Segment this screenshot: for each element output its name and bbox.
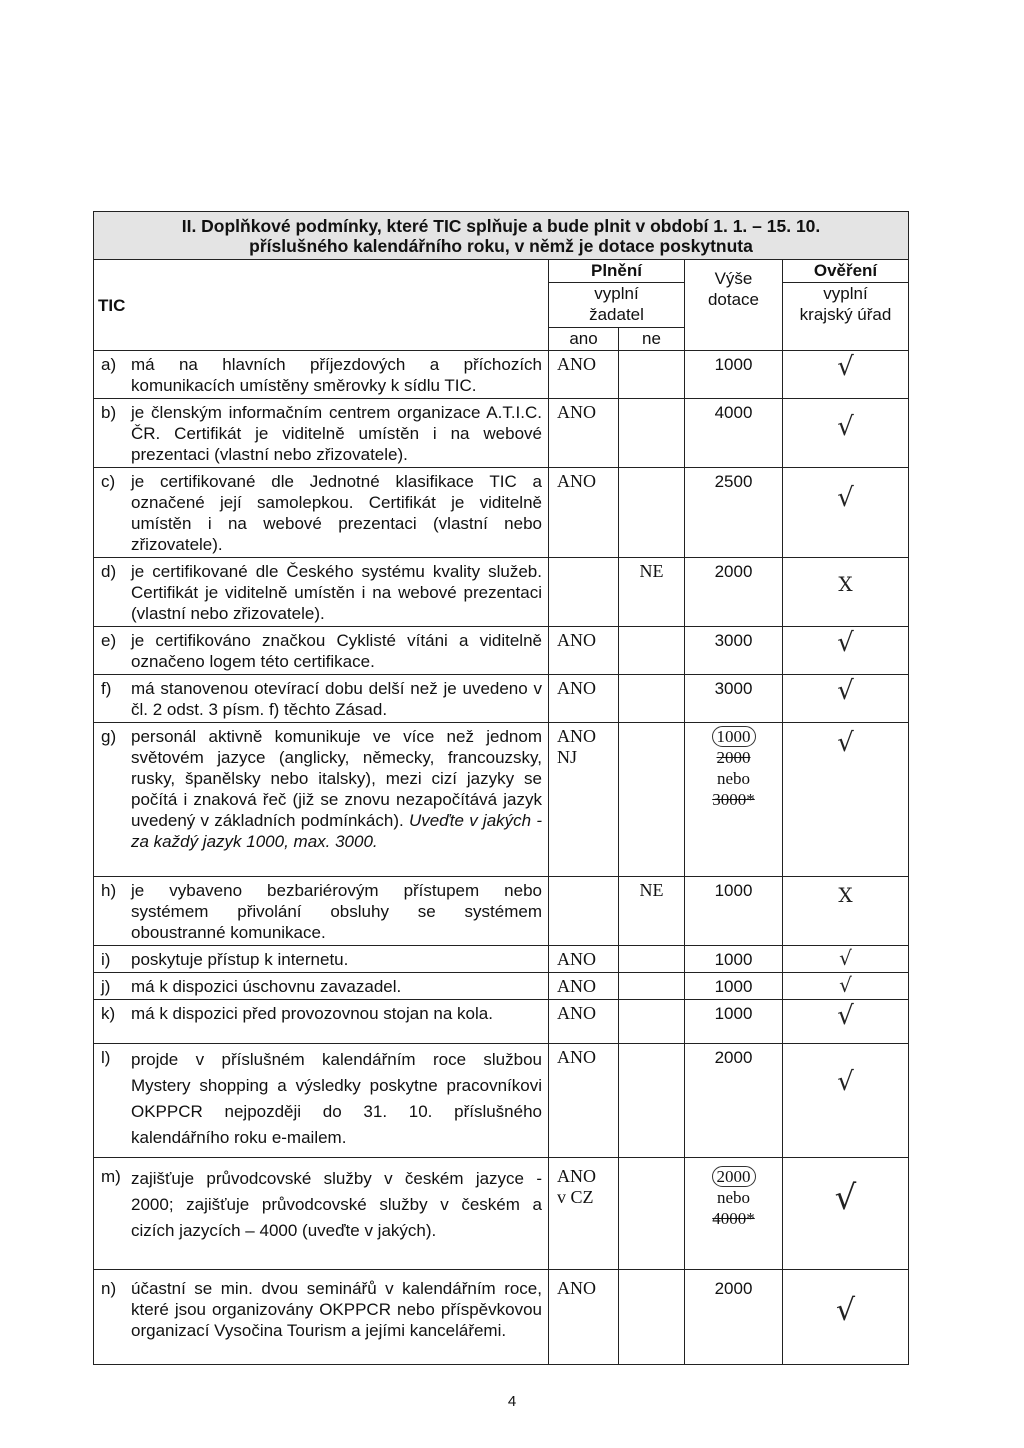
vyse-value: 2000 (685, 1270, 783, 1365)
criterion-text: účastní se min. dvou seminářů v kalendářním roce, které jsou organizovány OKPPCR nebo příspěvkovou organizací Vysočina Tourism a jejími kancelářemi. (131, 1279, 542, 1340)
criterion-text: má stanovenou otevírací dobu delší než je uvedeno v čl. 2 odst. 3 písm. f) těchto Zásad. (131, 679, 542, 719)
vyse-value: 3000 (685, 675, 783, 723)
section-title-line2: příslušného kalendářního roku, v němž je dotace poskytnuta (249, 236, 753, 256)
criterion-letter: j) (101, 977, 111, 996)
table-row (94, 675, 909, 723)
vyse-value: 1000 (685, 946, 783, 973)
cross-mark-icon: X (783, 558, 909, 627)
ano-value: ANO (549, 973, 619, 1000)
vyplni-zadatel-header (549, 283, 685, 328)
conditions-table (93, 211, 909, 1365)
vyse-value: 3000 (685, 627, 783, 675)
vyse-option-or: nebo (716, 1188, 751, 1207)
vyplni-kraj-line2: krajský úřad (799, 305, 892, 324)
table-row (94, 877, 909, 946)
criterion-letter: a) (101, 355, 117, 374)
ano-value: ANO (549, 675, 619, 723)
ne-header: ne (619, 328, 685, 351)
ano-value: ANO (549, 351, 619, 399)
criterion-text: je certifikované dle Jednotné klasifikace TIC a označené její samolepkou. Certifikát je viditelně umístěn i na webové prezentaci (vlastní nebo zřizovatele). (131, 472, 542, 554)
ano-value: ANO (549, 468, 619, 558)
ano-header: ano (549, 328, 619, 351)
check-mark-icon: √ (783, 1044, 909, 1158)
table-row (94, 399, 909, 468)
ne-value (619, 468, 685, 558)
check-mark-icon: √ (783, 351, 909, 399)
ne-value (619, 1270, 685, 1365)
vyse-option-struck-2: 3000* (712, 790, 755, 809)
vyse-value: 2000 (685, 1044, 783, 1158)
check-mark-icon: √ (783, 1270, 909, 1365)
criterion-letter: c) (101, 472, 116, 491)
section-title (94, 212, 909, 260)
ne-value: NE (619, 877, 685, 946)
criterion-cell (94, 351, 549, 399)
overeni-header: Ověření (783, 260, 909, 283)
criterion-cell (94, 627, 549, 675)
table-row (94, 468, 909, 558)
check-mark-icon: √ (783, 399, 909, 468)
ano-values (549, 1158, 619, 1270)
table-row (94, 1000, 909, 1044)
ano-value: ANO (549, 399, 619, 468)
vyplni-zadatel-line1: vyplní (594, 284, 639, 303)
check-mark-icon: √ (783, 973, 909, 1000)
page-number: 4 (507, 1393, 517, 1410)
plneni-header: Plnění (549, 260, 685, 283)
vyse-header-line2: dotace (707, 290, 760, 309)
language-value: NJ (557, 747, 578, 767)
ne-value (619, 723, 685, 877)
check-mark-icon: √ (783, 723, 909, 877)
criterion-text: zajišťuje průvodcovské služby v českém jazyce - 2000; zajišťuje průvodcovské služby v českém a cizích jazycích – 4000 (uveďte v jakých). (131, 1169, 542, 1240)
table-row (94, 723, 909, 877)
criterion-letter: n) (101, 1279, 117, 1298)
section-title-line1: II. Doplňkové podmínky, které TIC splňuje a bude plnit v období 1. 1. – 15. 10. (181, 216, 821, 236)
criterion-text: má k dispozici před provozovnou stojan na kola. (131, 1004, 493, 1023)
table-row (94, 1270, 909, 1365)
criterion-text: je certifikováno značkou Cyklisté vítáni a viditelně označeno logem této certifikace. (131, 631, 542, 671)
vyse-option-struck: 2000 (716, 748, 751, 767)
criterion-cell (94, 675, 549, 723)
criterion-letter: d) (101, 562, 117, 581)
criterion-cell (94, 973, 549, 1000)
criterion-cell (94, 399, 549, 468)
ne-value (619, 973, 685, 1000)
check-mark-icon: √ (783, 627, 909, 675)
conditions-table-wrapper (93, 211, 908, 1365)
vyse-value: 4000 (685, 399, 783, 468)
criterion-letter: f) (101, 679, 112, 698)
check-mark-icon: √ (783, 1158, 909, 1270)
ne-value (619, 351, 685, 399)
check-mark-icon: √ (783, 468, 909, 558)
ne-value (619, 399, 685, 468)
criterion-text: je vybaveno bezbariérovým přístupem nebo systémem přivolání obsluhy se systémem oboustranné komunikace. (131, 881, 542, 942)
cross-mark-icon: X (783, 877, 909, 946)
criterion-text: je členským informačním centrem organizace A.T.I.C. ČR. Certifikát je viditelně umístěn i na webové prezentaci (vlastní nebo zřizovatele). (131, 403, 542, 464)
vyse-values (685, 1158, 783, 1270)
ano-value: ANO (549, 627, 619, 675)
vyse-option-or: nebo (716, 769, 751, 788)
criterion-cell (94, 723, 549, 877)
table-row (94, 946, 909, 973)
table-row (94, 558, 909, 627)
vyse-option-struck: 4000* (712, 1209, 755, 1228)
vyse-value: 1000 (685, 1000, 783, 1044)
ne-value (619, 675, 685, 723)
ano-value: ANO (549, 1270, 619, 1365)
criterion-text: poskytuje přístup k internetu. (131, 950, 349, 969)
criterion-letter: m) (101, 1167, 121, 1186)
vyse-header (685, 260, 783, 351)
criterion-letter: i) (101, 950, 111, 969)
criterion-cell (94, 1000, 549, 1044)
vyse-value: 1000 (685, 877, 783, 946)
criterion-text: má na hlavních příjezdových a příchozích komunikacích umístěny směrovky k sídlu TIC. (131, 355, 542, 395)
criterion-text: projde v příslušném kalendářním roce službou Mystery shopping a výsledky poskytne pracovníkovi OKPPCR nejpozději do 31. 10. příslušného kalendářního roku e-mailem. (131, 1050, 542, 1147)
vyplni-zadatel-line2: žadatel (589, 305, 644, 324)
ano-value (549, 558, 619, 627)
ne-value (619, 1044, 685, 1158)
tic-header (94, 260, 549, 351)
table-row (94, 973, 909, 1000)
check-mark-icon: √ (783, 1000, 909, 1044)
check-mark-icon: √ (783, 675, 909, 723)
ano-value: ANO (549, 946, 619, 973)
criterion-cell (94, 1158, 549, 1270)
vyse-value: 2000 (685, 558, 783, 627)
criterion-letter: h) (101, 881, 117, 900)
vyse-values (685, 723, 783, 877)
vyse-option-selected: 1000 (712, 726, 756, 747)
check-mark-icon: √ (783, 946, 909, 973)
table-row (94, 351, 909, 399)
ano-value: ANO (557, 1166, 596, 1186)
ne-value (619, 946, 685, 973)
criterion-cell (94, 1044, 549, 1158)
criterion-cell (94, 468, 549, 558)
criterion-cell (94, 1270, 549, 1365)
ne-value (619, 1000, 685, 1044)
ne-value (619, 1158, 685, 1270)
criterion-letter: e) (101, 631, 117, 650)
table-row (94, 1044, 909, 1158)
language-value: v CZ (557, 1187, 594, 1207)
vyse-value: 1000 (685, 351, 783, 399)
criterion-cell (94, 558, 549, 627)
vyplni-kraj-header (783, 283, 909, 351)
criterion-letter: g) (101, 727, 117, 746)
criterion-note: Uveďte v jakých - za každý jazyk 1000, max. 3000. (131, 811, 542, 851)
vyse-value: 2500 (685, 468, 783, 558)
criterion-cell (94, 877, 549, 946)
ano-value: ANO (549, 1044, 619, 1158)
ano-value (549, 877, 619, 946)
ano-values (549, 723, 619, 877)
table-row (94, 1158, 909, 1270)
ne-value: NE (619, 558, 685, 627)
vyse-option-selected: 2000 (712, 1166, 756, 1187)
ne-value (619, 627, 685, 675)
criterion-text: je certifikované dle Českého systému kvality služeb. Certifikát je viditelně umístěn i na webové prezentaci (vlastní nebo zřizovatele). (131, 562, 542, 623)
criterion-text: má k dispozici úschovnu zavazadel. (131, 977, 402, 996)
tic-header-label: TIC (98, 295, 126, 315)
ano-value: ANO (557, 726, 596, 746)
criterion-letter: b) (101, 403, 117, 422)
table-row (94, 627, 909, 675)
criterion-letter: l) (101, 1048, 111, 1067)
vyse-header-line1: Výše (714, 269, 753, 288)
ano-value: ANO (549, 1000, 619, 1044)
criterion-letter: k) (101, 1004, 116, 1023)
criterion-cell (94, 946, 549, 973)
vyse-value: 1000 (685, 973, 783, 1000)
criterion-text: personál aktivně komunikuje ve více než jednom světovém jazyce (anglicky, německy, francouzsky, rusky, španělsky nebo italsky), mezi cizí jazyky se počítá i znaková řeč (již se znovu nezapočítává jazyk uvedený v základních podmínkách). (131, 727, 542, 830)
vyplni-kraj-line1: vyplní (823, 284, 868, 303)
